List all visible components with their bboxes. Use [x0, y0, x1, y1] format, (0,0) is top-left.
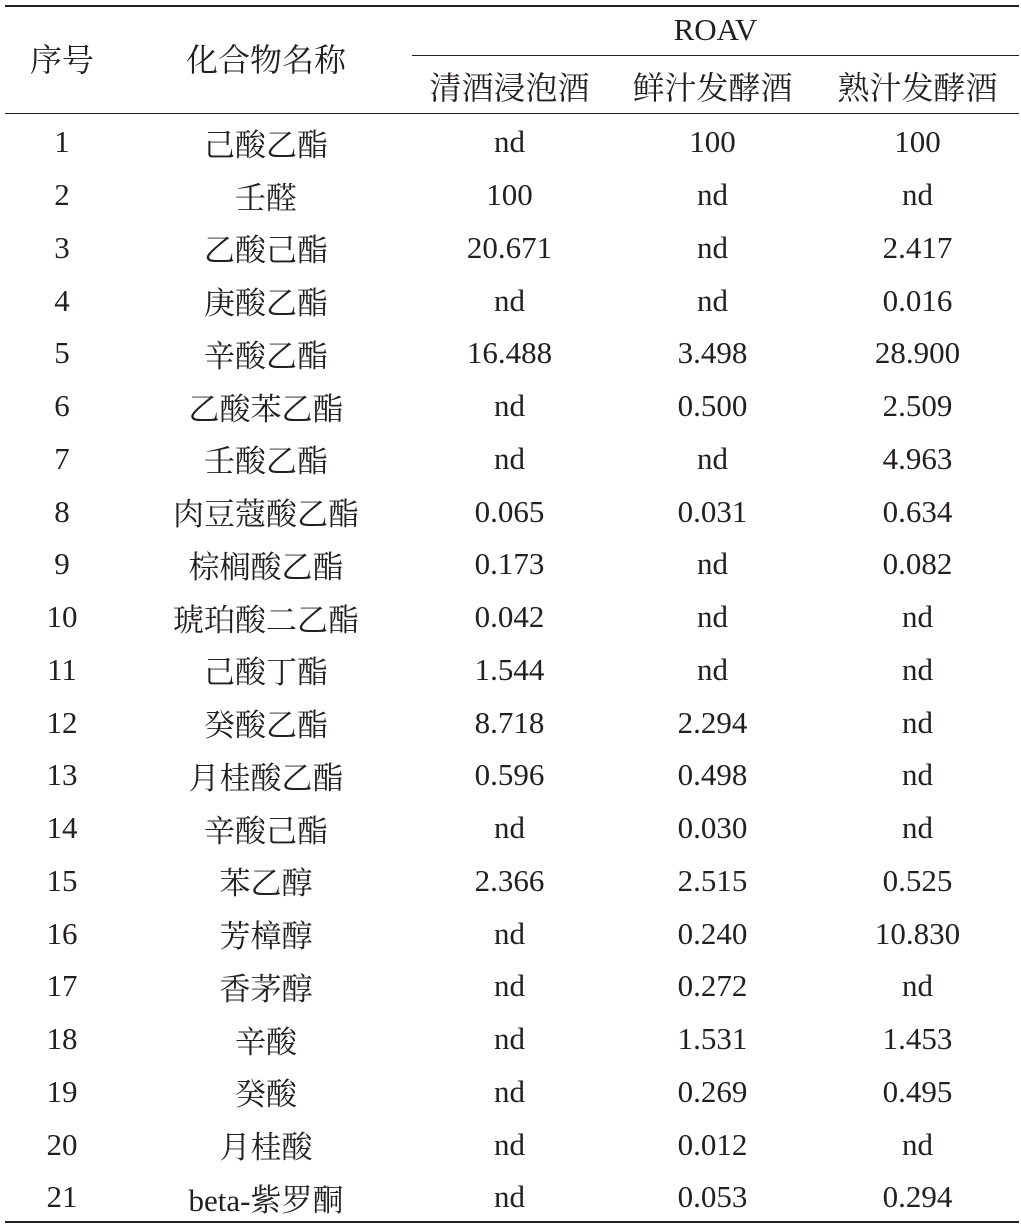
compound-name: 己酸丁酯: [204, 655, 328, 691]
roav-sample-1: 0.065: [474, 493, 545, 529]
roav-sample-3: 0.082: [882, 546, 953, 582]
table-row: [0, 1171, 1021, 1224]
roav-sample-3: 0.495: [882, 1073, 953, 1109]
row-index: 11: [47, 651, 77, 687]
roav-sample-2: 1.531: [677, 1021, 748, 1057]
table-row: [0, 591, 1021, 644]
compound-name: 癸酸乙酯: [204, 708, 328, 744]
compound-name: 乙酸苯乙酯: [188, 391, 344, 427]
roav-sample-3: 4.963: [882, 440, 953, 476]
roav-sample-2: 3.498: [677, 335, 748, 371]
roav-sample-2: 0.500: [677, 388, 748, 424]
compound-name: 肉豆蔻酸乙酯: [173, 497, 359, 533]
roav-sample-3: nd: [902, 1126, 933, 1162]
row-index: 16: [46, 915, 78, 951]
roav-sample-3: nd: [902, 968, 933, 1004]
compound-name: 芳樟醇: [219, 919, 313, 955]
roav-sample-1: 1.544: [474, 651, 545, 687]
table-row: [0, 169, 1021, 222]
roav-sample-2: nd: [697, 177, 728, 213]
roav-sample-2: 0.269: [677, 1073, 748, 1109]
table-row: [0, 380, 1021, 433]
roav-sample-2: 0.053: [677, 1179, 748, 1215]
roav-sample-3: 2.509: [882, 388, 953, 424]
roav-sample-1: 20.671: [466, 229, 553, 265]
table-row: [0, 749, 1021, 802]
header-roav-group: ROAV: [673, 12, 758, 47]
roav-sample-2: nd: [697, 282, 728, 318]
roav-sample-2: nd: [697, 599, 728, 635]
roav-sample-3: 0.016: [882, 282, 953, 318]
roav-sample-1: nd: [494, 810, 525, 846]
roav-sample-1: 16.488: [466, 335, 553, 371]
roav-sample-3: 10.830: [874, 915, 961, 951]
row-index: 7: [54, 440, 70, 476]
row-index: 17: [46, 968, 78, 1004]
roav-sample-1: 2.366: [474, 862, 545, 898]
roav-sample-3: nd: [902, 757, 933, 793]
table-row: [0, 644, 1021, 697]
row-index: 21: [46, 1179, 78, 1215]
row-index: 4: [54, 282, 70, 318]
roav-sample-3: 2.417: [882, 229, 953, 265]
table-row: [0, 274, 1021, 327]
table-row: [0, 855, 1021, 908]
table-row: [0, 433, 1021, 486]
table-row: [0, 802, 1021, 855]
roav-sample-2: nd: [697, 546, 728, 582]
roav-sample-1: 0.173: [474, 546, 545, 582]
table-row: [0, 1118, 1021, 1171]
roav-sample-3: nd: [902, 177, 933, 213]
roav-sample-1: nd: [494, 124, 525, 160]
header-sample-2: 鲜汁发酵酒: [632, 70, 793, 106]
roav-sample-2: 0.012: [677, 1126, 748, 1162]
roav-sample-2: 2.294: [677, 704, 748, 740]
table-row: [0, 960, 1021, 1013]
roav-sample-1: 100: [486, 177, 533, 213]
roav-sample-2: 100: [689, 124, 736, 160]
roav-sample-2: 0.030: [677, 810, 748, 846]
compound-name: 乙酸己酯: [204, 233, 328, 269]
header-sample-3: 熟汁发酵酒: [837, 70, 998, 106]
table-row: [0, 907, 1021, 960]
roav-sample-3: nd: [902, 810, 933, 846]
roav-sample-2: nd: [697, 440, 728, 476]
roav-sample-3: nd: [902, 704, 933, 740]
roav-sample-1: nd: [494, 1073, 525, 1109]
table-row: [0, 1066, 1021, 1119]
roav-sample-1: 8.718: [474, 704, 545, 740]
compound-name: 庚酸乙酯: [204, 286, 328, 322]
row-index: 12: [46, 704, 78, 740]
roav-sample-1: 0.596: [474, 757, 545, 793]
table-bottom-rule: [5, 1221, 1019, 1223]
row-index: 5: [54, 335, 70, 371]
compound-name: 月桂酸: [219, 1130, 313, 1166]
roav-sample-3: 0.294: [882, 1179, 953, 1215]
table-row: [0, 1013, 1021, 1066]
roav-sample-1: nd: [494, 282, 525, 318]
compound-name: 己酸乙酯: [204, 127, 328, 163]
roav-sample-1: nd: [494, 388, 525, 424]
compound-name: 苯乙醇: [219, 866, 313, 902]
roav-sample-3: nd: [902, 599, 933, 635]
roav-sample-2: 0.240: [677, 915, 748, 951]
compound-name: 癸酸: [235, 1077, 297, 1113]
table-rows: [0, 116, 1021, 1224]
data-table-body: [0, 116, 1021, 1224]
compound-name: 月桂酸乙酯: [188, 760, 344, 796]
roav-sample-1: nd: [494, 1126, 525, 1162]
roav-sample-1: nd: [494, 915, 525, 951]
row-index: 9: [54, 546, 70, 582]
roav-sample-3: 100: [894, 124, 941, 160]
compound-name: 壬醛: [235, 180, 297, 216]
table-row: [0, 538, 1021, 591]
roav-sample-2: nd: [697, 229, 728, 265]
row-index: 2: [54, 177, 70, 213]
roav-sample-2: 0.272: [677, 968, 748, 1004]
row-index: 6: [54, 388, 70, 424]
roav-sample-1: 0.042: [474, 599, 545, 635]
roav-sample-3: 28.900: [874, 335, 961, 371]
compound-name: 香茅醇: [219, 971, 313, 1007]
roav-sample-3: 0.525: [882, 862, 953, 898]
group-header-rule: [412, 55, 1019, 56]
compound-name: 壬酸乙酯: [204, 444, 328, 480]
compound-name: 辛酸乙酯: [204, 338, 328, 374]
table-row: [0, 485, 1021, 538]
header-bottom-rule: [5, 113, 1019, 114]
header-sample-1: 清酒浸泡酒: [429, 70, 590, 106]
table-row: [0, 222, 1021, 275]
table-row: [0, 116, 1021, 169]
row-index: 19: [46, 1073, 78, 1109]
roav-sample-1: nd: [494, 968, 525, 1004]
roav-sample-2: 0.498: [677, 757, 748, 793]
compound-name: beta-紫罗酮: [188, 1182, 344, 1218]
table-top-rule: [5, 5, 1019, 7]
compound-name: 棕榈酸乙酯: [188, 549, 344, 585]
row-index: 1: [54, 124, 70, 160]
roav-sample-2: nd: [697, 651, 728, 687]
roav-sample-2: 0.031: [677, 493, 748, 529]
table-row: [0, 327, 1021, 380]
table-row: [0, 696, 1021, 749]
roav-sample-1: nd: [494, 1021, 525, 1057]
header-compound-name: 化合物名称: [185, 42, 346, 78]
row-index: 13: [46, 757, 78, 793]
compound-name: 辛酸: [235, 1024, 297, 1060]
row-index: 15: [46, 862, 78, 898]
compound-name: 辛酸己酯: [204, 813, 328, 849]
header-index: 序号: [29, 42, 94, 78]
compound-name: 琥珀酸二乙酯: [173, 602, 359, 638]
roav-sample-2: 2.515: [677, 862, 748, 898]
row-index: 3: [54, 229, 70, 265]
row-index: 8: [54, 493, 70, 529]
roav-sample-1: nd: [494, 1179, 525, 1215]
row-index: 20: [46, 1126, 78, 1162]
roav-sample-1: nd: [494, 440, 525, 476]
roav-sample-3: nd: [902, 651, 933, 687]
row-index: 18: [46, 1021, 78, 1057]
row-index: 14: [46, 810, 78, 846]
roav-sample-3: 1.453: [882, 1021, 953, 1057]
row-index: 10: [46, 599, 78, 635]
roav-sample-3: 0.634: [882, 493, 953, 529]
